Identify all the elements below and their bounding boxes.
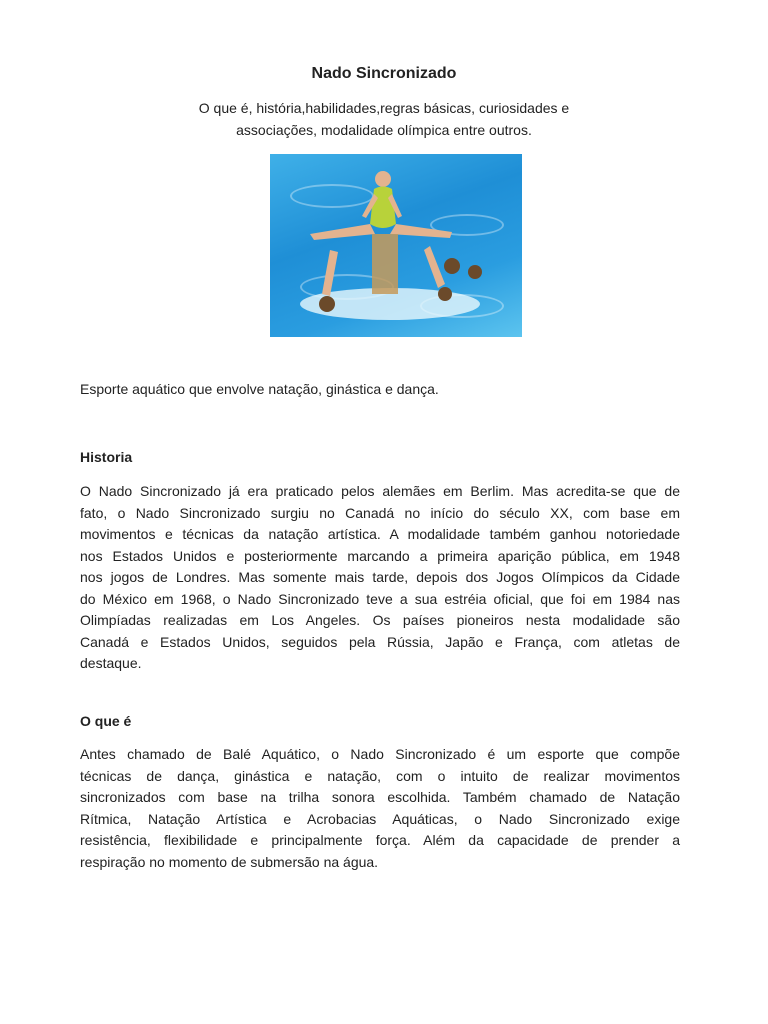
historia-paragraph <box>80 481 680 675</box>
text-line: sincronizados com base na trilha sonora escolhida. Também chamado de Natação <box>80 789 680 805</box>
intro-text: Esporte aquático que envolve natação, ginástica e dança. <box>80 381 439 397</box>
text-line: nos Estados Unidos e posteriormente marcando a primeira aparição pública, em 1948 <box>80 547 680 564</box>
subtitle-line: associações, modalidade olímpica entre outros. <box>236 122 532 138</box>
document-title: Nado Sincronizado <box>311 65 457 82</box>
section-heading-historia: Historia <box>80 449 133 465</box>
text-line: O Nado Sincronizado já era praticado pelos alemães em Berlim. Mas acredita-se que de <box>80 483 680 499</box>
text-line: Rítmica, Natação Artística e Acrobacias Aquáticas, o Nado Sincronizado exige <box>80 810 680 827</box>
text-line: destaque. <box>80 655 142 671</box>
text-line: técnicas de dança, ginástica e natação, com o intuito de realizar movimentos <box>80 767 680 784</box>
o-que-e-paragraph <box>80 744 680 873</box>
text-line: Canadá e Estados Unidos, seguidos pela Rússia, Japão e França, com atletas de <box>80 633 680 650</box>
text-line: movimentos e técnicas da natação artística. A modalidade também ganhou notoriedade <box>80 526 680 542</box>
section-heading-o-que-e: O que é <box>80 713 132 729</box>
text-line: respiração no momento de submersão na água. <box>80 853 379 870</box>
text-line: resistência, flexibilidade e principalmente força. Além da capacidade de prender a <box>80 832 680 848</box>
synchronized-swimming-photo <box>270 154 522 337</box>
text-line: do México em 1968, o Nado Sincronizado teve a sua estréia oficial, que foi em 1984 nas <box>80 590 680 607</box>
text-line: nos jogos de Londres. Mas somente mais tarde, depois dos Jogos Olímpicos da Cidade <box>80 569 680 585</box>
text-line: fato, o Nado Sincronizado surgiu no Canadá no início do século XX, com base em <box>80 504 680 521</box>
subtitle-line: O que é, história,habilidades,regras básicas, curiosidades e <box>198 100 570 116</box>
text-line: Olimpíadas realizadas em Los Angeles. Os países pioneiros nesta modalidade são <box>80 612 680 628</box>
text-line: Antes chamado de Balé Aquático, o Nado Sincronizado é um esporte que compõe <box>80 746 680 762</box>
